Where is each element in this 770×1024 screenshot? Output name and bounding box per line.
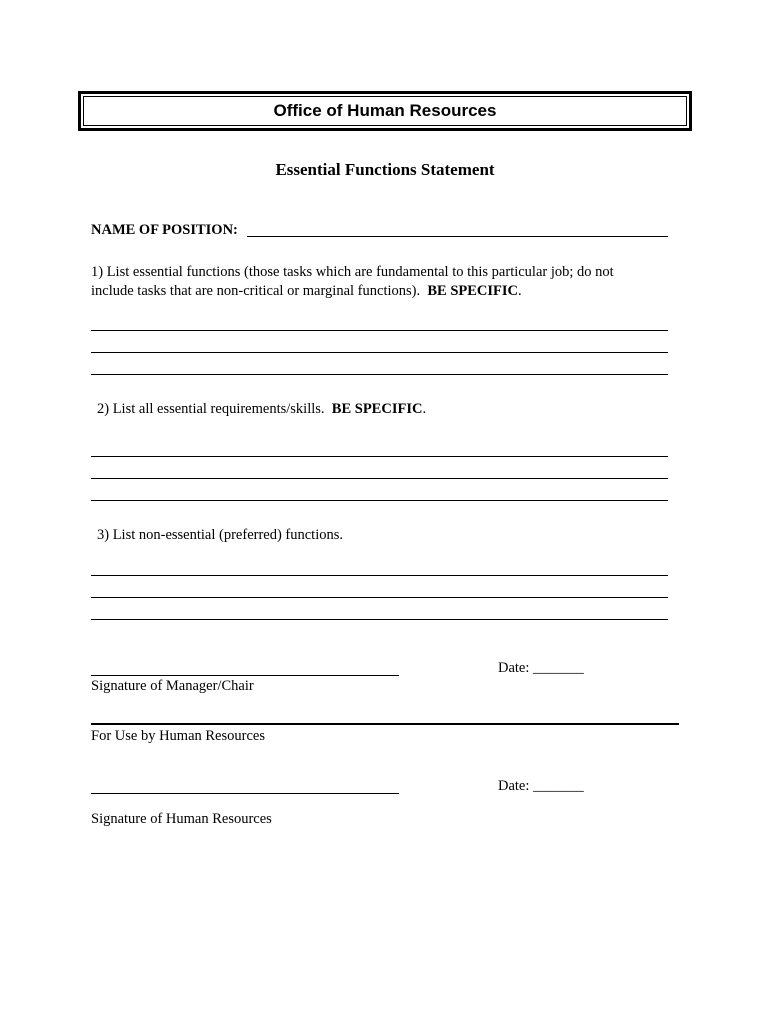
- hr-section-heading: For Use by Human Resources: [91, 728, 265, 744]
- section2-prompt-text: 2) List all essential requirements/skills.: [97, 401, 325, 417]
- section2-answer-line-1[interactable]: [91, 456, 668, 457]
- hr-date-field[interactable]: Date: _______: [498, 778, 584, 794]
- section1-prompt-text: include tasks that are non-critical or marginal functions).: [91, 283, 421, 299]
- hr-signature-label: Signature of Human Resources: [91, 811, 272, 827]
- section2-emphasis: BE SPECIFIC: [331, 401, 423, 417]
- section1-emphasis: BE SPECIFIC: [427, 283, 519, 299]
- position-label: NAME OF POSITION:: [91, 222, 238, 238]
- section1-prompt-line1: 1) List essential functions (those tasks which are fundamental to this particular job; do not: [91, 264, 614, 280]
- manager-date-field[interactable]: Date: _______: [498, 660, 584, 676]
- header-box: [78, 91, 692, 131]
- section1-prompt-line2: [91, 282, 522, 301]
- hr-signature-line[interactable]: [91, 793, 399, 794]
- manager-signature-label: Signature of Manager/Chair: [91, 678, 254, 694]
- section2-answer-line-3[interactable]: [91, 500, 668, 501]
- manager-signature-line[interactable]: [91, 675, 399, 676]
- section3-prompt: 3) List non-essential (preferred) functions.: [97, 527, 344, 543]
- section2-answer-line-2[interactable]: [91, 478, 668, 479]
- position-field[interactable]: [247, 236, 668, 237]
- section2-prompt-line: [97, 400, 426, 419]
- section1-answer-line-2[interactable]: [91, 352, 668, 353]
- section2-period: .: [422, 401, 427, 417]
- form-title: Essential Functions Statement: [275, 160, 495, 179]
- header-title: Office of Human Resources: [83, 96, 687, 126]
- section3-answer-line-3[interactable]: [91, 619, 668, 620]
- section3-answer-line-1[interactable]: [91, 575, 668, 576]
- section1-answer-line-1[interactable]: [91, 330, 668, 331]
- hr-divider: [91, 723, 679, 725]
- section1-period: .: [518, 283, 522, 299]
- section1-answer-line-3[interactable]: [91, 374, 668, 375]
- section3-answer-line-2[interactable]: [91, 597, 668, 598]
